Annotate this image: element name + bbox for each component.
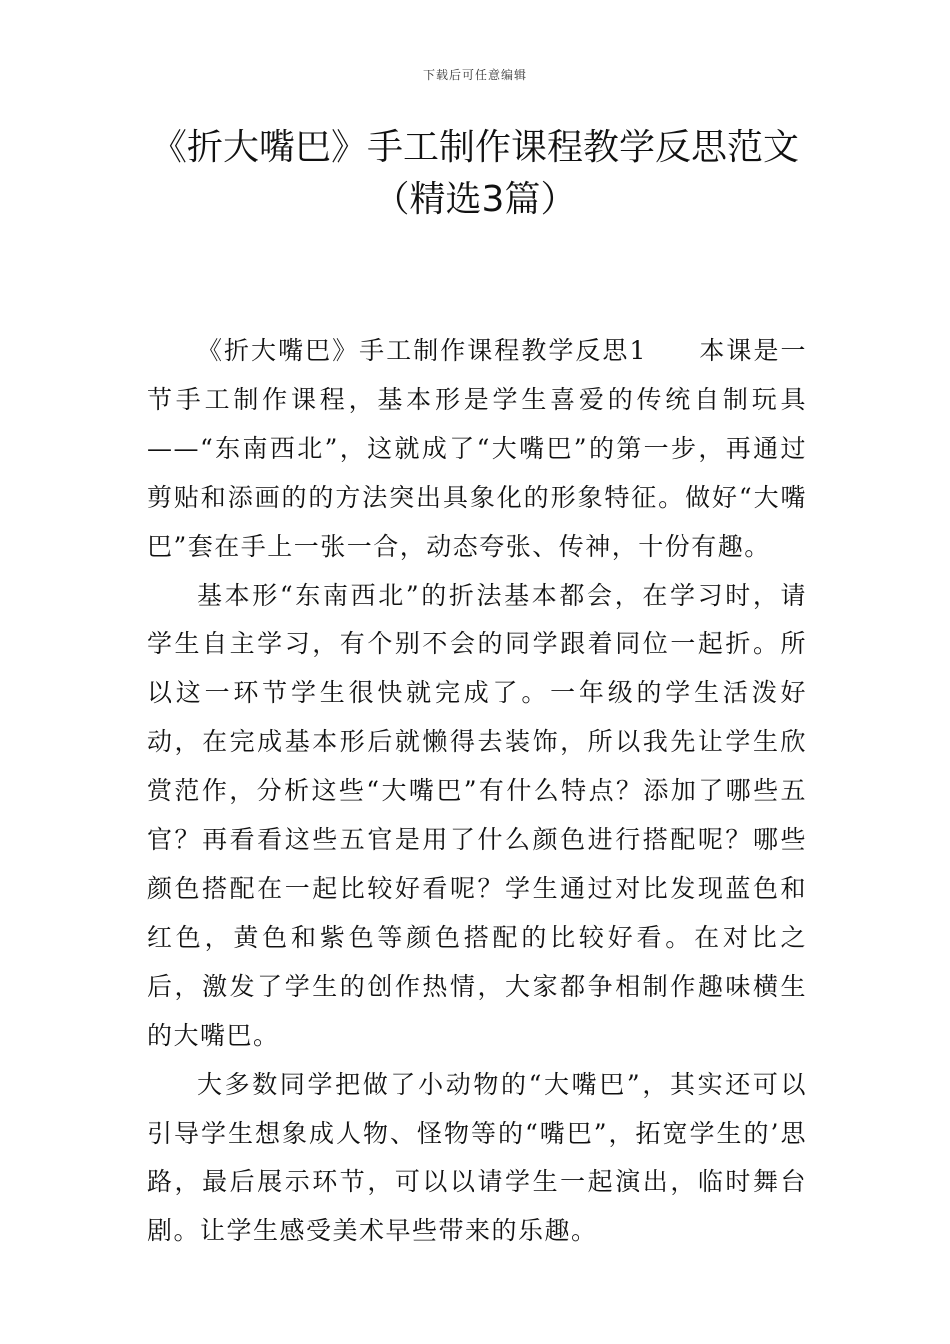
article-body (147, 327, 807, 1256)
paragraph-1-text: 本课是一节手工制作课程，基本形是学生喜爱的传统自制玩具——“东南西北”，这就成了“大嘴巴”的第一步，再通过剪贴和添画的的方法突出具象化的形象特征。做好“大嘴巴”套在手上一张一合，动态夸张、传神，十份有趣。 (147, 336, 807, 561)
paragraph-2: 基本形“东南西北”的折法基本都会，在学习时，请学生自主学习，有个别不会的同学跟着同位一起折。所以这一环节学生很快就完成了。一年级的学生活泼好动，在完成基本形后就懒得去装饰，所以我先让学生欣赏范作，分析这些“大嘴巴”有什么特点？添加了哪些五官？再看看这些五官是用了什么颜色进行搭配呢？哪些颜色搭配在一起比较好看呢？学生通过对比发现蓝色和红色，黄色和紫色等颜色搭配的比较好看。在对比之后，激发了学生的创作热情，大家都争相制作趣味横生的大嘴巴。 (147, 580, 807, 1050)
paragraph-1 (147, 327, 807, 572)
title-line-1: 《折大嘴巴》手工制作课程教学反思范文 (150, 127, 799, 168)
title-line-2: （精选3篇） (373, 179, 577, 220)
page-title (60, 122, 890, 226)
paragraph-3: 大多数同学把做了小动物的“大嘴巴”，其实还可以引导学生想象成人物、怪物等的“嘴巴”，拓宽学生的’思路，最后展示环节，可以以请学生一起演出，临时舞台剧。让学生感受美术早些带来的乐趣。 (147, 1069, 807, 1246)
header-note: 下载后可任意编辑 (422, 68, 527, 82)
section-heading: 《折大嘴巴》手工制作课程教学反思1 (197, 336, 647, 365)
